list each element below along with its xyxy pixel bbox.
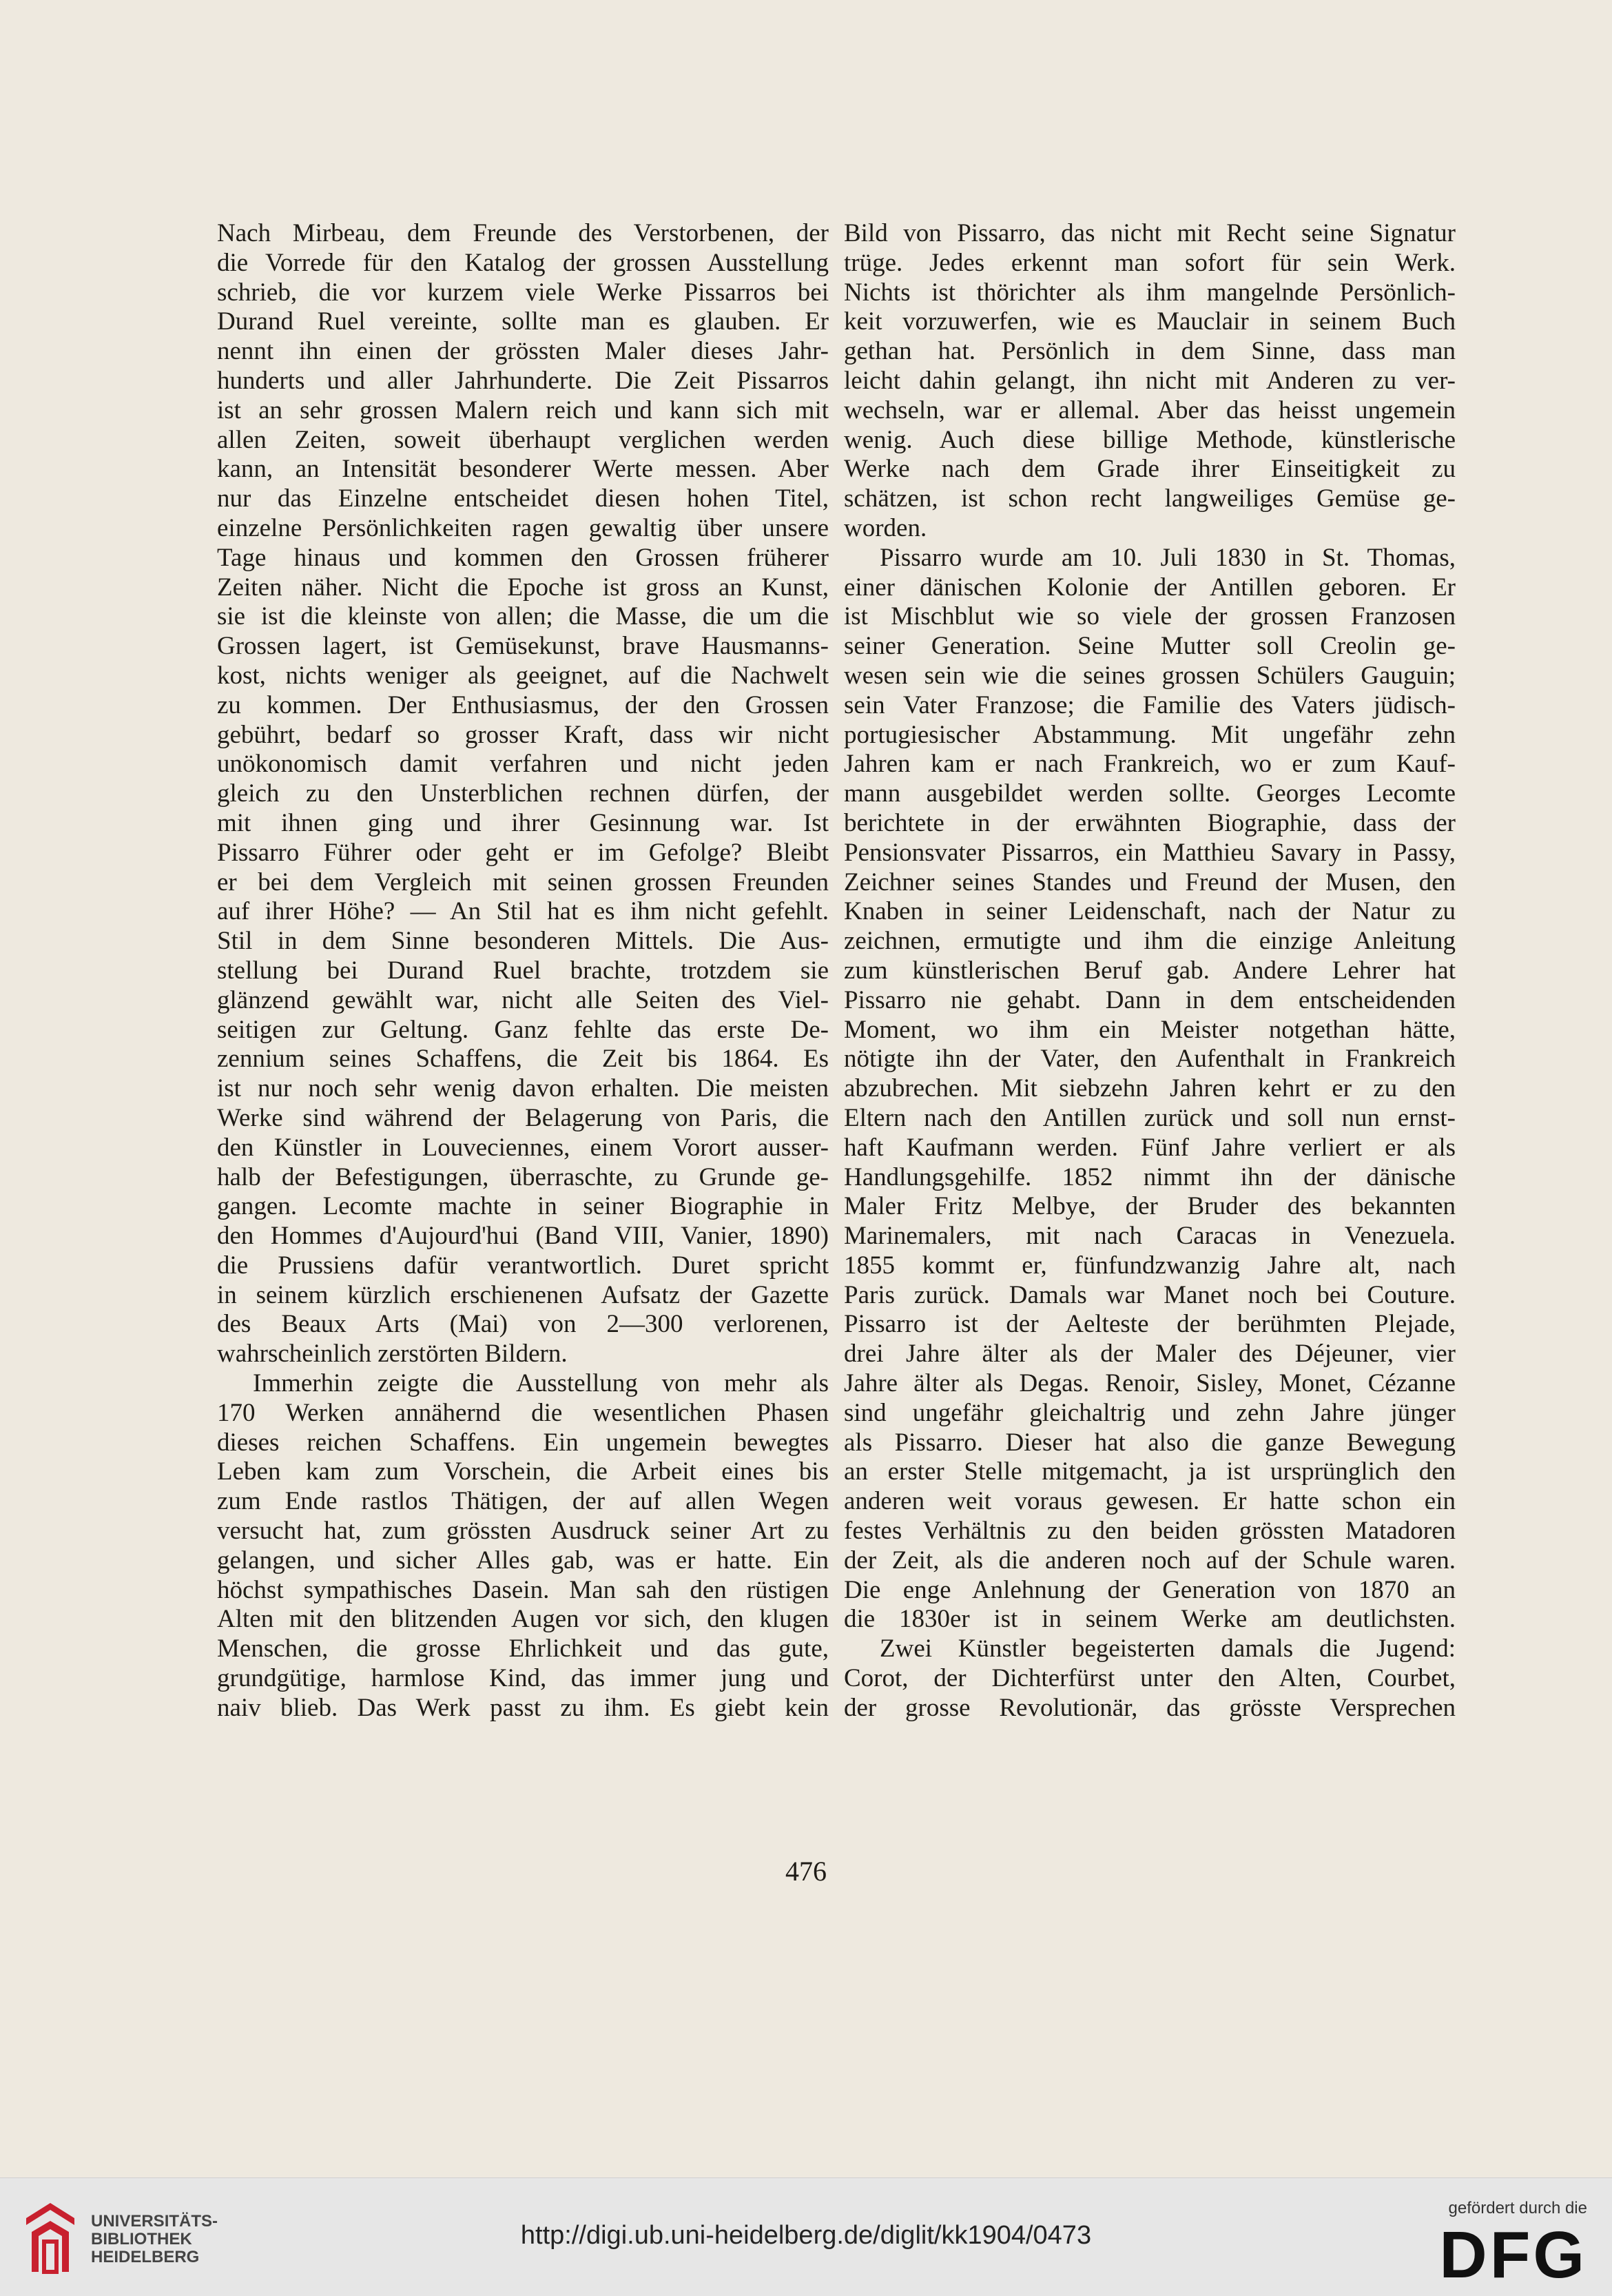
text-line: Corot, der Dichterfürst unter den Alten, Courbet, xyxy=(844,1664,1456,1693)
text-line: Leben kam zum Vorschein, die Arbeit eines bis xyxy=(217,1457,829,1486)
text-line: Nichts ist thörichter als ihm mangelnde Persönlich- xyxy=(844,278,1456,307)
text-line: höchst sympathisches Dasein. Man sah den rüstigen xyxy=(217,1575,829,1604)
text-line: portugiesischer Abstammung. Mit ungefähr zehn xyxy=(844,720,1456,749)
text-line: nur das Einzelne entscheidet diesen hohen Titel, xyxy=(217,484,829,513)
text-line: die Vorrede für den Katalog der grossen Ausstellung xyxy=(217,248,829,277)
text-line: stellung bei Durand Ruel brachte, trotzdem sie xyxy=(217,956,829,985)
text-line: in seinem kürzlich erschienenen Aufsatz der Gazette xyxy=(217,1280,829,1309)
text-line: Tage hinaus und kommen den Grossen früherer xyxy=(217,543,829,572)
library-name-line: HEIDELBERG xyxy=(91,2248,200,2266)
text-line: Pissarro Führer oder geht er im Gefolge? Bleibt xyxy=(217,838,829,867)
text-line: ist nur noch sehr wenig davon erhalten. Die meisten xyxy=(217,1074,829,1103)
right-text-column xyxy=(844,219,1456,1723)
text-line: allen Zeiten, soweit überhaupt verglichen werden xyxy=(217,425,829,454)
text-line: dieses reichen Schaffens. Ein ungemein bewegtes xyxy=(217,1428,829,1457)
text-line: festes Verhältnis zu den beiden grössten Matadoren xyxy=(844,1517,1456,1546)
text-line: den Hommes d'Aujourd'hui (Band VIII, Vanier, 1890) xyxy=(217,1222,829,1251)
text-line: grundgütige, harmlose Kind, das immer jung und xyxy=(217,1664,829,1693)
funded-by-label: gefördert durch die xyxy=(1448,2199,1587,2217)
text-line: seiner Generation. Seine Mutter soll Creolin ge- xyxy=(844,632,1456,661)
dfg-logo[interactable]: DFG xyxy=(1439,2218,1587,2292)
text-line: keit vorzuwerfen, wie es Mauclair in seinem Buch xyxy=(844,307,1456,336)
text-line: ist an sehr grossen Malern reich und kann sich mit xyxy=(217,396,829,424)
text-line: einer dänischen Kolonie der Antillen geboren. Er xyxy=(844,573,1456,602)
text-line: gelangen, und sicher Alles gab, was er hatte. Ein xyxy=(217,1546,829,1575)
text-line: naiv blieb. Das Werk passt zu ihm. Es giebt kein xyxy=(217,1693,829,1722)
text-line: Pissarro ist der Aelteste der berühmten Plejade, xyxy=(844,1310,1456,1339)
text-line: Zwei Künstler begeisterten damals die Jugend: xyxy=(880,1634,1456,1663)
text-line: der Zeit, als die anderen noch auf der Schule waren. xyxy=(844,1546,1456,1575)
text-line: worden. xyxy=(844,513,927,542)
text-line: 170 Werken annähernd die wesentlichen Phasen xyxy=(217,1398,829,1427)
text-line: versucht hat, zum grössten Ausdruck seiner Art zu xyxy=(217,1517,829,1546)
text-line: Die enge Anlehnung der Generation von 1870 an xyxy=(844,1575,1456,1604)
text-line: Maler Fritz Melbye, der Bruder des bekannten xyxy=(844,1192,1456,1221)
text-line: wahrscheinlich zerstörten Bildern. xyxy=(217,1340,568,1369)
text-line: als Pissarro. Dieser hat also die ganze Bewegung xyxy=(844,1428,1456,1457)
text-line: zu kommen. Der Enthusiasmus, der den Grossen xyxy=(217,690,829,719)
text-line: der grosse Revolutionär, das grösste Versprechen xyxy=(844,1693,1456,1722)
text-line: zum künstlerischen Beruf gab. Andere Lehrer hat xyxy=(844,956,1456,985)
text-line: Zeiten näher. Nicht die Epoche ist gross an Kunst, xyxy=(217,573,829,602)
text-line: die Prussiens dafür verantwortlich. Duret spricht xyxy=(217,1251,829,1280)
text-line: auf ihrer Höhe? — An Stil hat es ihm nicht gefehlt. xyxy=(217,897,829,926)
text-line: Durand Ruel vereinte, sollte man es glauben. Er xyxy=(217,307,829,336)
text-line: nennt ihn einen der grössten Maler dieses Jahr- xyxy=(217,337,829,366)
text-line: schrieb, die vor kurzem viele Werke Pissarros bei xyxy=(217,278,829,307)
text-line: Jahre älter als Degas. Renoir, Sisley, Monet, Cézanne xyxy=(844,1369,1456,1398)
text-line: nötigte ihn der Vater, den Aufenthalt in Frankreich xyxy=(844,1045,1456,1074)
text-line: er bei dem Vergleich mit seinen grossen Freunden xyxy=(217,868,829,896)
text-line: Pensionsvater Pissarros, ein Matthieu Savary in Passy, xyxy=(844,838,1456,867)
text-line: kann, an Intensität besonderer Werte messen. Aber xyxy=(217,455,829,484)
text-line: wechseln, war er allemal. Aber das heisst ungemein xyxy=(844,396,1456,424)
text-line: gangen. Lecomte machte in seiner Biographie in xyxy=(217,1192,829,1221)
text-line: an erster Stelle mitgemacht, ja ist ursprünglich den xyxy=(844,1457,1456,1486)
text-line: Handlungsgehilfe. 1852 nimmt ihn der dänische xyxy=(844,1162,1456,1191)
text-line: zum Ende rastlos Thätigen, der auf allen Wegen xyxy=(217,1487,829,1516)
text-line: drei Jahre älter als der Maler des Déjeuner, vier xyxy=(844,1340,1456,1369)
text-line: wenig. Auch diese billige Methode, künstlerische xyxy=(844,425,1456,454)
text-line: den Künstler in Louveciennes, einem Vorort ausser- xyxy=(217,1133,829,1162)
text-line: sie ist die kleinste von allen; die Masse, die um die xyxy=(217,602,829,631)
text-line: mann ausgebildet werden sollte. Georges Lecomte xyxy=(844,779,1456,808)
text-line: Pissarro nie gehabt. Dann in dem entscheidenden xyxy=(844,985,1456,1014)
text-line: Marinemalers, mit nach Caracas in Venezuela. xyxy=(844,1222,1456,1251)
text-line: zennium seines Schaffens, die Zeit bis 1864. Es xyxy=(217,1045,829,1074)
text-line: des Beaux Arts (Mai) von 2—300 verlorenen, xyxy=(217,1310,829,1339)
text-line: sind ungefähr gleichaltrig und zehn Jahre jünger xyxy=(844,1398,1456,1427)
text-line: Grossen lagert, ist Gemüsekunst, brave Hausmanns- xyxy=(217,632,829,661)
text-line: Bild von Pissarro, das nicht mit Recht seine Signatur xyxy=(844,219,1456,247)
permalink-url[interactable]: http://digi.ub.uni-heidelberg.de/diglit/kk1904/0473 xyxy=(520,2221,1092,2250)
text-line: abzubrechen. Mit siebzehn Jahren kehrt er zu den xyxy=(844,1074,1456,1103)
text-line: Alten mit den blitzenden Augen vor sich, den klugen xyxy=(217,1605,829,1634)
text-line: die 1830er ist in seinem Werke am deutlichsten. xyxy=(844,1605,1456,1634)
text-line: Stil in dem Sinne besonderen Mittels. Die Aus- xyxy=(217,927,829,956)
text-line: anderen weit voraus gewesen. Er hatte schon ein xyxy=(844,1487,1456,1516)
library-name-line: BIBLIOTHEK xyxy=(91,2230,192,2248)
text-line: leicht dahin gelangt, ihn nicht mit Anderen zu ver- xyxy=(844,366,1456,395)
text-line: Werke nach dem Grade ihrer Einseitigkeit zu xyxy=(844,455,1456,484)
text-line: unökonomisch damit verfahren und nicht jeden xyxy=(217,750,829,779)
footer-bar xyxy=(0,2177,1612,2296)
text-line: Immerhin zeigte die Ausstellung von mehr als xyxy=(253,1369,829,1398)
text-line: halb der Befestigungen, überraschte, zu Grunde ge- xyxy=(217,1162,829,1191)
text-line: gethan hat. Persönlich in dem Sinne, dass man xyxy=(844,337,1456,366)
text-line: Zeichner seines Standes und Freund der Musen, den xyxy=(844,868,1456,896)
text-line: kost, nichts weniger als geeignet, auf die Nachwelt xyxy=(217,661,829,690)
text-line: trüge. Jedes erkennt man sofort für sein Werk. xyxy=(844,248,1456,277)
text-line: wesen sein wie die seines grossen Schülers Gauguin; xyxy=(844,661,1456,690)
text-line: Paris zurück. Damals war Manet noch bei Couture. xyxy=(844,1280,1456,1309)
text-line: Werke sind während der Belagerung von Paris, die xyxy=(217,1103,829,1132)
text-line: Knaben in seiner Leidenschaft, nach der Natur zu xyxy=(844,897,1456,926)
text-line: schätzen, ist schon recht langweiliges Gemüse ge- xyxy=(844,484,1456,513)
text-line: zeichnen, ermutigte und ihm die einzige Anleitung xyxy=(844,927,1456,956)
page-number: 476 xyxy=(785,1856,827,1887)
text-line: 1855 kommt er, fünfundzwanzig Jahre alt, nach xyxy=(844,1251,1456,1280)
text-line: seitigen zur Geltung. Ganz fehlte das erste De- xyxy=(217,1015,829,1044)
text-line: gleich zu den Unsterblichen rechnen dürfen, der xyxy=(217,779,829,808)
library-name-line: UNIVERSITÄTS- xyxy=(91,2212,218,2231)
text-line: einzelne Persönlichkeiten ragen gewaltig über unsere xyxy=(217,513,829,542)
text-line: Menschen, die grosse Ehrlichkeit und das gute, xyxy=(217,1634,829,1663)
text-line: glänzend gewählt war, nicht alle Seiten des Viel- xyxy=(217,985,829,1014)
text-line: berichtete in der erwähnten Biographie, dass der xyxy=(844,808,1456,837)
text-line: sein Vater Franzose; die Familie des Vaters jüdisch- xyxy=(844,690,1456,719)
text-line: Jahren kam er nach Frankreich, wo er zum Kauf- xyxy=(844,750,1456,779)
left-text-column xyxy=(217,219,829,1723)
text-line: Pissarro wurde am 10. Juli 1830 in St. Thomas, xyxy=(880,543,1456,572)
text-line: Moment, wo ihm ein Meister notgethan hätte, xyxy=(844,1015,1456,1044)
text-line: gebührt, bedarf so grosser Kraft, dass wir nicht xyxy=(217,720,829,749)
text-line: Eltern nach den Antillen zurück und soll nun ernst- xyxy=(844,1103,1456,1132)
text-line: Nach Mirbeau, dem Freunde des Verstorbenen, der xyxy=(217,219,829,247)
text-line: haft Kaufmann werden. Fünf Jahre verliert er als xyxy=(844,1133,1456,1162)
text-line: mit ihnen ging und ihrer Gesinnung war. Ist xyxy=(217,808,829,837)
text-line: ist Mischblut wie so viele der grossen Franzosen xyxy=(844,602,1456,631)
text-line: hunderts und aller Jahrhunderte. Die Zeit Pissarros xyxy=(217,366,829,395)
